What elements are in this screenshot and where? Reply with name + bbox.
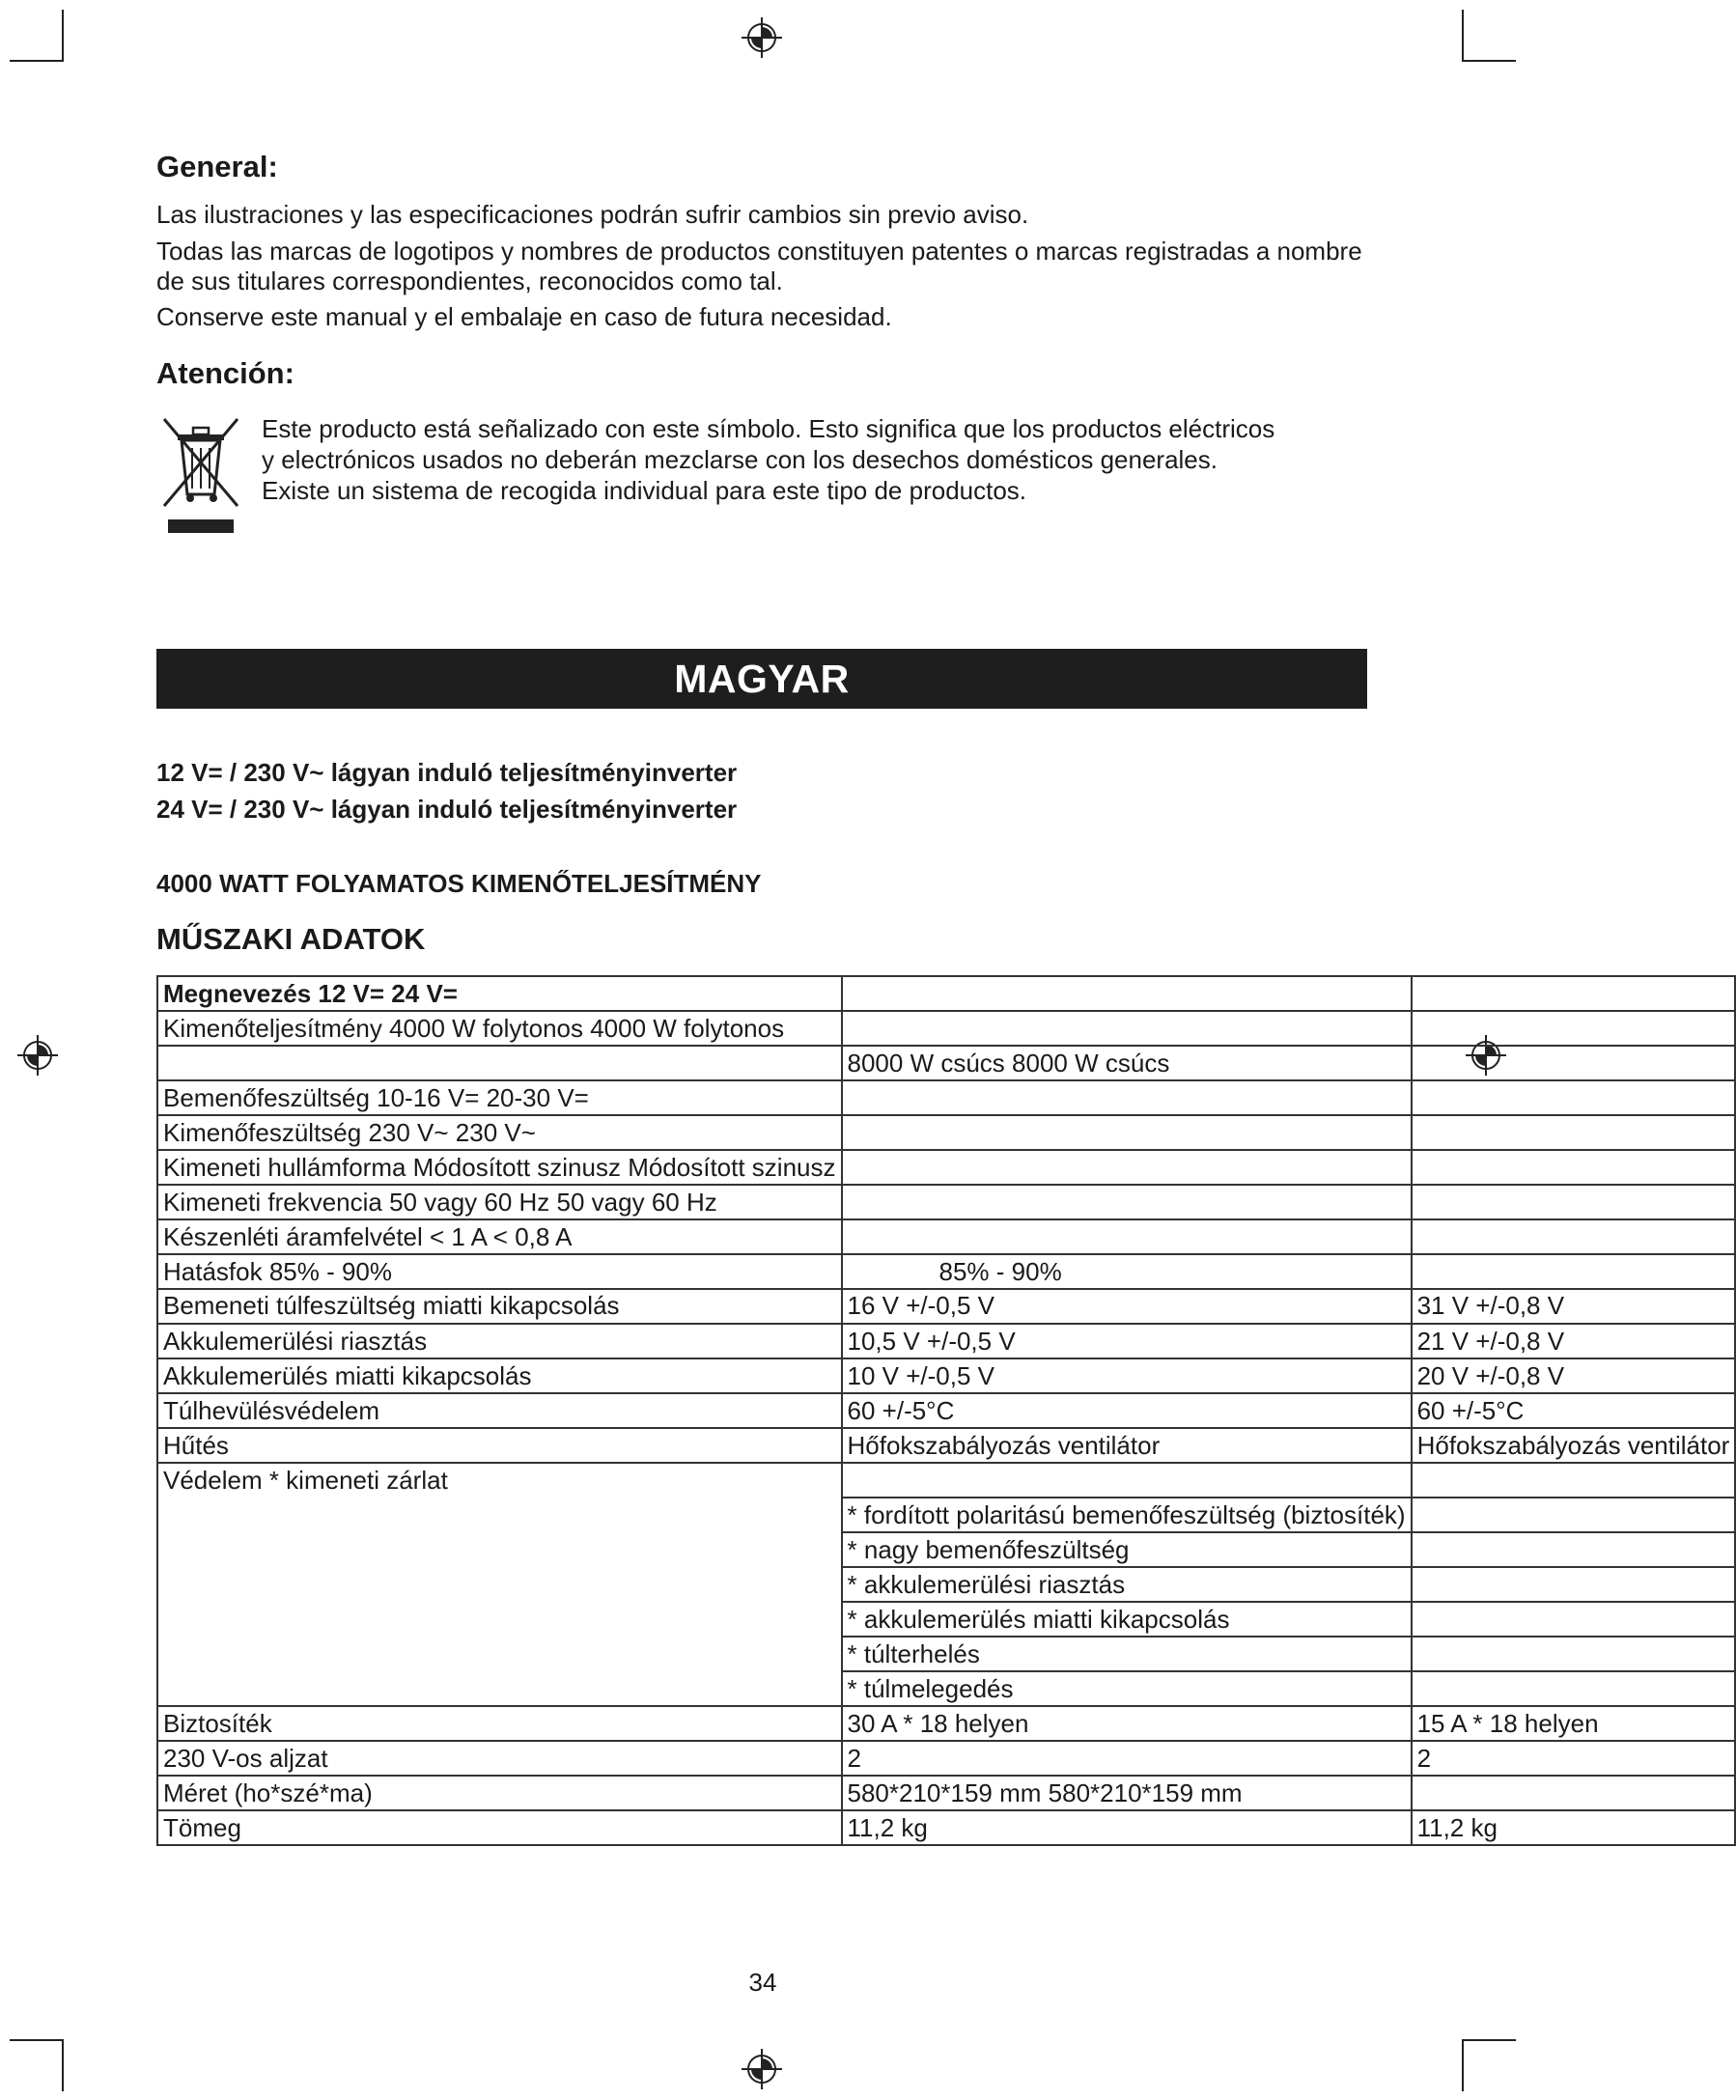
table-cell: 11,2 kg (842, 1810, 1412, 1845)
table-cell (1412, 1150, 1736, 1185)
table-cell: * túlmelegedés (842, 1671, 1412, 1706)
table-cell (157, 1046, 842, 1080)
table-cell (842, 1011, 1412, 1046)
page-number: 34 (748, 1968, 777, 1997)
table-cell: Bemenőfeszültség 10-16 V= 20-30 V= (157, 1080, 842, 1115)
product-line: 12 V= / 230 V~ lágyan induló teljesítményinverter (156, 758, 738, 787)
table-cell (842, 1185, 1412, 1219)
table-row (157, 1393, 1735, 1428)
table-cell: 21 V +/-0,8 V (1412, 1324, 1736, 1358)
table-cell: 2 (842, 1741, 1412, 1776)
table-row (157, 1324, 1735, 1358)
table-row (157, 1358, 1735, 1393)
table-cell (1412, 1776, 1736, 1810)
table-cell (1412, 1498, 1736, 1532)
table-cell (1412, 1602, 1736, 1637)
table-row (157, 1810, 1735, 1845)
table-cell: Túlhevülésvédelem (157, 1393, 842, 1428)
table-cell: Hatásfok 85% - 90% (157, 1254, 842, 1289)
table-row (157, 1150, 1735, 1185)
table-cell: Készenléti áramfelvétel < 1 A < 0,8 A (157, 1219, 842, 1254)
registration-mark-icon (17, 1035, 58, 1076)
table-cell (842, 1463, 1412, 1498)
table-cell (1412, 1219, 1736, 1254)
language-banner: MAGYAR (156, 649, 1367, 709)
attention-line: Existe un sistema de recogida individual para este tipo de productos. (262, 476, 1027, 505)
table-cell (842, 976, 1412, 1011)
table-cell: Akkulemerülés miatti kikapcsolás (157, 1358, 842, 1393)
specs-table (156, 975, 1736, 1846)
table-cell: Hűtés (157, 1428, 842, 1463)
table-cell: 85% - 90% (842, 1254, 1412, 1289)
table-cell (1412, 1637, 1736, 1671)
table-cell: Hőfokszabályozás ventilátor (842, 1428, 1412, 1463)
table-cell: Védelem * kimeneti zárlat (157, 1463, 842, 1706)
general-paragraph: Conserve este manual y el embalaje en caso de futura necesidad. (156, 302, 892, 331)
table-row (157, 1254, 1735, 1289)
table-row (157, 1463, 1735, 1498)
table-cell: * túlterhelés (842, 1637, 1412, 1671)
table-cell: 580*210*159 mm 580*210*159 mm (842, 1776, 1412, 1810)
attention-text (262, 413, 1372, 506)
specs-heading: MŰSZAKI ADATOK (156, 922, 426, 956)
table-cell (1412, 1254, 1736, 1289)
table-row (157, 1185, 1735, 1219)
table-row (157, 1115, 1735, 1150)
table-cell (1412, 1463, 1736, 1498)
table-cell: 11,2 kg (1412, 1810, 1736, 1845)
crop-mark-top-right (1462, 10, 1464, 62)
table-cell: 8000 W csúcs 8000 W csúcs (842, 1046, 1412, 1080)
table-cell (1412, 1011, 1736, 1046)
table-cell: Kimenőteljesítmény 4000 W folytonos 4000 W folytonos (157, 1011, 842, 1046)
table-row (157, 1080, 1735, 1115)
table-cell: Tömeg (157, 1810, 842, 1845)
table-cell: Bemeneti túlfeszültség miatti kikapcsolás (157, 1289, 842, 1324)
crop-mark-top-right (1462, 60, 1516, 62)
product-line: 24 V= / 230 V~ lágyan induló teljesítményinverter (156, 795, 738, 824)
table-cell: 30 A * 18 helyen (842, 1706, 1412, 1741)
crop-mark-bottom-left (62, 2039, 64, 2091)
table-cell: Biztosíték (157, 1706, 842, 1741)
registration-mark-icon (742, 17, 782, 58)
table-cell (842, 1219, 1412, 1254)
table-cell: Megnevezés 12 V= 24 V= (157, 976, 842, 1011)
crop-mark-top-left (62, 10, 64, 62)
table-header-row (157, 976, 1735, 1011)
table-row (157, 1219, 1735, 1254)
table-cell (1412, 1567, 1736, 1602)
table-row (157, 1289, 1735, 1324)
table-cell: 20 V +/-0,8 V (1412, 1358, 1736, 1393)
general-paragraph: Las ilustraciones y las especificaciones podrán sufrir cambios sin previo aviso. (156, 200, 1029, 229)
table-cell: 10 V +/-0,5 V (842, 1358, 1412, 1393)
table-cell: Akkulemerülési riasztás (157, 1324, 842, 1358)
power-heading: 4000 WATT FOLYAMATOS KIMENŐTELJESÍTMÉNY (156, 869, 762, 898)
table-cell (842, 1115, 1412, 1150)
table-cell (1412, 1115, 1736, 1150)
table-cell: 60 +/-5°C (842, 1393, 1412, 1428)
table-cell: Kimeneti frekvencia 50 vagy 60 Hz 50 vagy 60 Hz (157, 1185, 842, 1219)
table-cell (1412, 1046, 1736, 1080)
table-cell: 60 +/-5°C (1412, 1393, 1736, 1428)
table-cell (842, 1150, 1412, 1185)
table-cell: * nagy bemenőfeszültség (842, 1532, 1412, 1567)
general-heading: General: (156, 150, 278, 183)
table-row (157, 1741, 1735, 1776)
table-cell (842, 1080, 1412, 1115)
table-cell (1412, 1185, 1736, 1219)
weee-crossed-bin-icon (160, 413, 241, 537)
attention-line: Este producto está señalizado con este símbolo. Esto significa que los productos eléctricos (262, 414, 1275, 443)
table-cell: 10,5 V +/-0,5 V (842, 1324, 1412, 1358)
table-cell: 2 (1412, 1741, 1736, 1776)
crop-mark-bottom-right (1462, 2039, 1464, 2091)
table-cell: 31 V +/-0,8 V (1412, 1289, 1736, 1324)
table-row (157, 1011, 1735, 1046)
table-cell: * akkulemerülés miatti kikapcsolás (842, 1602, 1412, 1637)
table-cell: Hőfokszabályozás ventilátor (1412, 1428, 1736, 1463)
table-row (157, 1776, 1735, 1810)
table-cell: Kimeneti hullámforma Módosított szinusz Módosított szinusz (157, 1150, 842, 1185)
table-cell: Méret (ho*szé*ma) (157, 1776, 842, 1810)
table-row (157, 1706, 1735, 1741)
table-cell: 230 V-os aljzat (157, 1741, 842, 1776)
table-row (157, 1428, 1735, 1463)
table-cell (1412, 1080, 1736, 1115)
attention-heading: Atención: (156, 356, 294, 390)
attention-line: y electrónicos usados no deberán mezclarse con los desechos domésticos generales. (262, 445, 1218, 474)
general-paragraph: Todas las marcas de logotipos y nombres de productos constituyen patentes o marcas registradas a nombre de sus titulares correspondientes, reconocidos como tal. (156, 237, 1362, 295)
crop-mark-bottom-right (1462, 2039, 1516, 2041)
crop-mark-top-left (10, 60, 64, 62)
table-cell (1412, 976, 1736, 1011)
table-cell: 15 A * 18 helyen (1412, 1706, 1736, 1741)
table-cell (1412, 1532, 1736, 1567)
registration-mark-icon (742, 2049, 782, 2089)
table-cell: Kimenőfeszültség 230 V~ 230 V~ (157, 1115, 842, 1150)
crop-mark-bottom-left (10, 2039, 64, 2041)
table-cell: 16 V +/-0,5 V (842, 1289, 1412, 1324)
table-row (157, 1046, 1735, 1080)
table-cell (1412, 1671, 1736, 1706)
table-cell: * akkulemerülési riasztás (842, 1567, 1412, 1602)
table-cell: * fordított polaritású bemenőfeszültség (biztosíték) (842, 1498, 1412, 1532)
